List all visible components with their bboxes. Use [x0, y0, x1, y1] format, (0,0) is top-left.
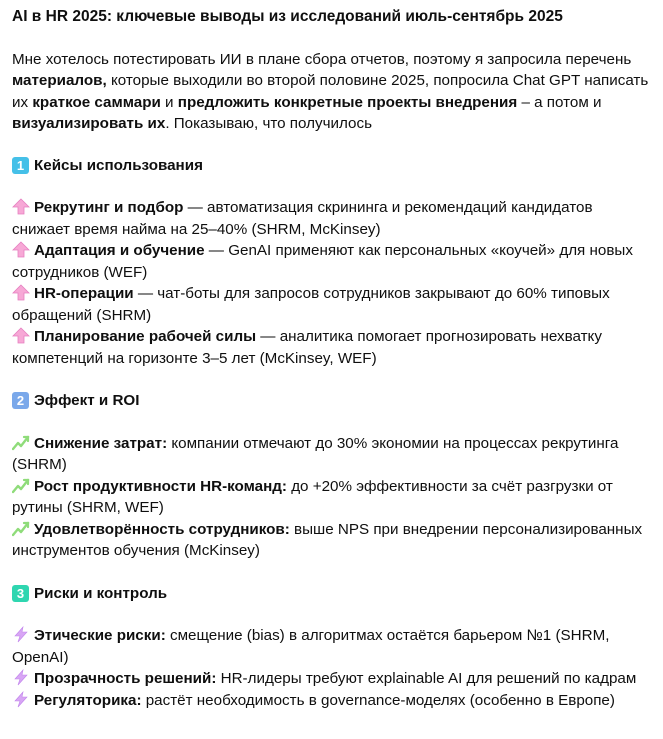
list-item [12, 326, 653, 369]
intro-bold: краткое саммари [32, 93, 161, 111]
pink-up-arrow-icon [12, 241, 30, 258]
section-risks [12, 583, 653, 712]
list-item [12, 476, 653, 519]
purple-lightning-icon [12, 626, 30, 643]
green-chart-icon [12, 477, 30, 494]
item-text: растёт необходимость в governance-моделях (особенно в Европе) [141, 691, 615, 709]
list-item [12, 625, 653, 668]
keycap-three-icon: 3 [12, 585, 29, 602]
keycap-two-icon: 2 [12, 392, 29, 409]
green-chart-icon [12, 434, 30, 451]
intro-bold: материалов, [12, 72, 107, 89]
item-bold: Удовлетворённость сотрудников: [34, 520, 290, 538]
item-bold: HR-операции [34, 285, 134, 302]
purple-lightning-icon [12, 691, 30, 708]
intro-text: Мне хотелось потестировать ИИ в плане сбора отчетов, поэтому я запросила перечень [12, 50, 632, 68]
item-text: HR-лидеры требуют explainable AI для решений по кадрам [216, 670, 637, 687]
section-heading [12, 390, 653, 412]
item-bold: Планирование рабочей силы [34, 328, 257, 345]
item-text: компании отмечают до 30% экономии на процессах рекрутинга (SHRM) [12, 434, 619, 473]
item-bold: Прозрачность решений: [34, 670, 217, 687]
purple-lightning-icon [12, 669, 30, 686]
item-bold: Снижение затрат: [34, 434, 168, 452]
list-item [12, 197, 653, 240]
pink-up-arrow-icon [12, 284, 30, 301]
section-heading [12, 583, 653, 605]
intro-paragraph [12, 49, 653, 135]
list-item [12, 519, 653, 562]
section-use-cases [12, 155, 653, 370]
pink-up-arrow-icon [12, 327, 30, 344]
section-roi [12, 390, 653, 562]
item-text: — чат-боты для запросов сотрудников закрывают до 60% типовых обращений (SHRM) [12, 285, 610, 324]
intro-text: . Показываю, что получилось [165, 115, 372, 132]
section-heading-text: Кейсы использования [34, 156, 203, 174]
green-chart-icon [12, 520, 30, 537]
item-text: до +20% эффективности за счёт разгрузки от рутины (SHRM, WEF) [12, 477, 613, 516]
list-item [12, 668, 653, 690]
section-heading-text: Эффект и ROI [34, 392, 140, 409]
item-text: — GenAI применяют как персональных «коучей» для новых сотрудников (WEF) [12, 242, 633, 281]
intro-bold: визуализировать их [12, 115, 166, 132]
section-heading-text: Риски и контроль [34, 584, 168, 602]
list-item [12, 283, 653, 326]
item-bold: Этические риски: [34, 627, 166, 644]
item-bold: Рост продуктивности HR-команд: [34, 477, 287, 495]
item-text: смещение (bias) в алгоритмах остаётся барьером №1 (SHRM, OpenAI) [12, 627, 610, 666]
item-text: выше NPS при внедрении персонализированных инструментов обучения (McKinsey) [12, 520, 643, 559]
intro-text: которые выходили во второй половине 2025, попросила Chat GPT написать их [12, 72, 649, 111]
section-heading [12, 155, 653, 177]
list-item [12, 690, 653, 712]
item-bold: Рекрутинг и подбор [34, 199, 184, 216]
pink-up-arrow-icon [12, 198, 30, 215]
item-text: — аналитика помогает прогнозировать нехватку компетенций на горизонте 3–5 лет (McKinsey, WEF) [12, 328, 602, 367]
item-bold: Регуляторика: [34, 691, 142, 709]
intro-text: и [160, 93, 178, 111]
intro-bold: предложить конкретные проекты внедрения [177, 93, 518, 111]
intro-text: – а потом и [517, 93, 602, 111]
keycap-one-icon: 1 [12, 157, 29, 174]
item-text: — автоматизация скрининга и рекомендаций кандидатов снижает время найма на 25–40% (SHRM, McKinsey) [12, 199, 593, 238]
item-bold: Адаптация и обучение [34, 242, 205, 259]
list-item [12, 433, 653, 476]
message-title: AI в HR 2025: ключевые выводы из исследований июль-сентябрь 2025 [12, 8, 563, 25]
list-item [12, 240, 653, 283]
